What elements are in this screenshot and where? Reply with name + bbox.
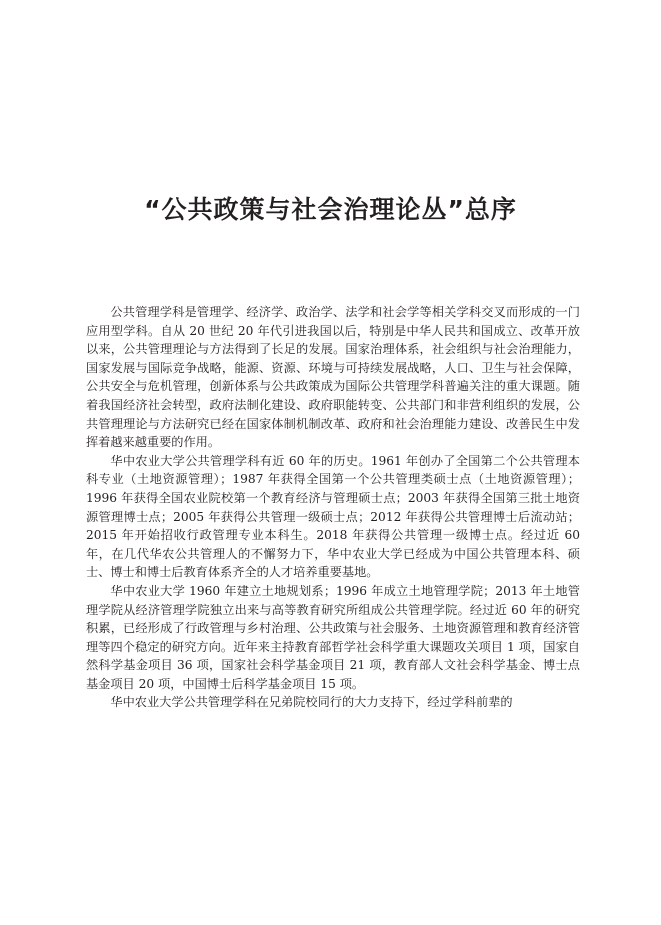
paragraph-1: 公共管理学科是管理学、经济学、政治学、法学和社会学等相关学科交叉而形成的一门应用型学科。自从 20 世纪 20 年代引进我国以后，特别是中华人民共和国成立、改革开放以来，公共管理理论与方法得到了长足的发展。国家治理体系，社会组织与社会治理能力，国家发展与国际竞争战略，能源、资源、环境与可持续发展战略，人口、卫生与社会保障，公共安全与危机管理，创新体系与公共政策成为国际公共管理学科普遍关注的重大课题。随着我国经济社会转型，政府法制化建设、政府职能转变、公共部门和非营利组织的发展，公共管理理论与方法研究已经在国家体制机制改革、政府和社会治理能力建设、改善民生中发挥着越来越重要的作用。 bbox=[86, 305, 580, 450]
preface-body bbox=[86, 303, 580, 712]
paragraph-3: 华中农业大学 1960 年建立土地规划系；1996 年成立土地管理学院；2013 年土地管理学院从经济管理学院独立出来与高等教育研究所组成公共管理学院。经过近 60 年的研究积累，已经形成了行政管理与乡村治理、公共政策与社会服务、土地资源管理和教育经济管理等四个稳定的研究方向。近年来主持教育部哲学社会科学重大课题攻关项目 1 项，国家自然科学基金项目 36 项，国家社会科学基金项目 21 项，教育部人文社会科学基金、博士点基金项目 20 项，中国博士后科学基金项目 15 项。 bbox=[86, 583, 580, 691]
paragraph-2: 华中农业大学公共管理学科有近 60 年的历史。1961 年创办了全国第二个公共管理本科专业（土地资源管理）；1987 年获得全国第一个公共管理类硕士点（土地资源管理）；1996 年获得全国农业院校第一个教育经济与管理硕士点；2003 年获得全国第三批土地资源管理博士点；2005 年获得公共管理一级硕士点；2012 年获得公共管理博士后流动站；2015 年开始招收行政管理专业本科生。2018 年获得公共管理一级博士点。经过近 60 年，在几代华农公共管理人的不懈努力下，华中农业大学已经成为中国公共管理本科、硕士、博士和博士后教育体系齐全的人才培养重要基地。 bbox=[86, 453, 580, 580]
paragraph-4: 华中农业大学公共管理学科在兄弟院校同行的大力支持下，经过学科前辈的 bbox=[110, 695, 513, 710]
page-title: “公共政策与社会治理论丛”总序 bbox=[144, 195, 517, 224]
